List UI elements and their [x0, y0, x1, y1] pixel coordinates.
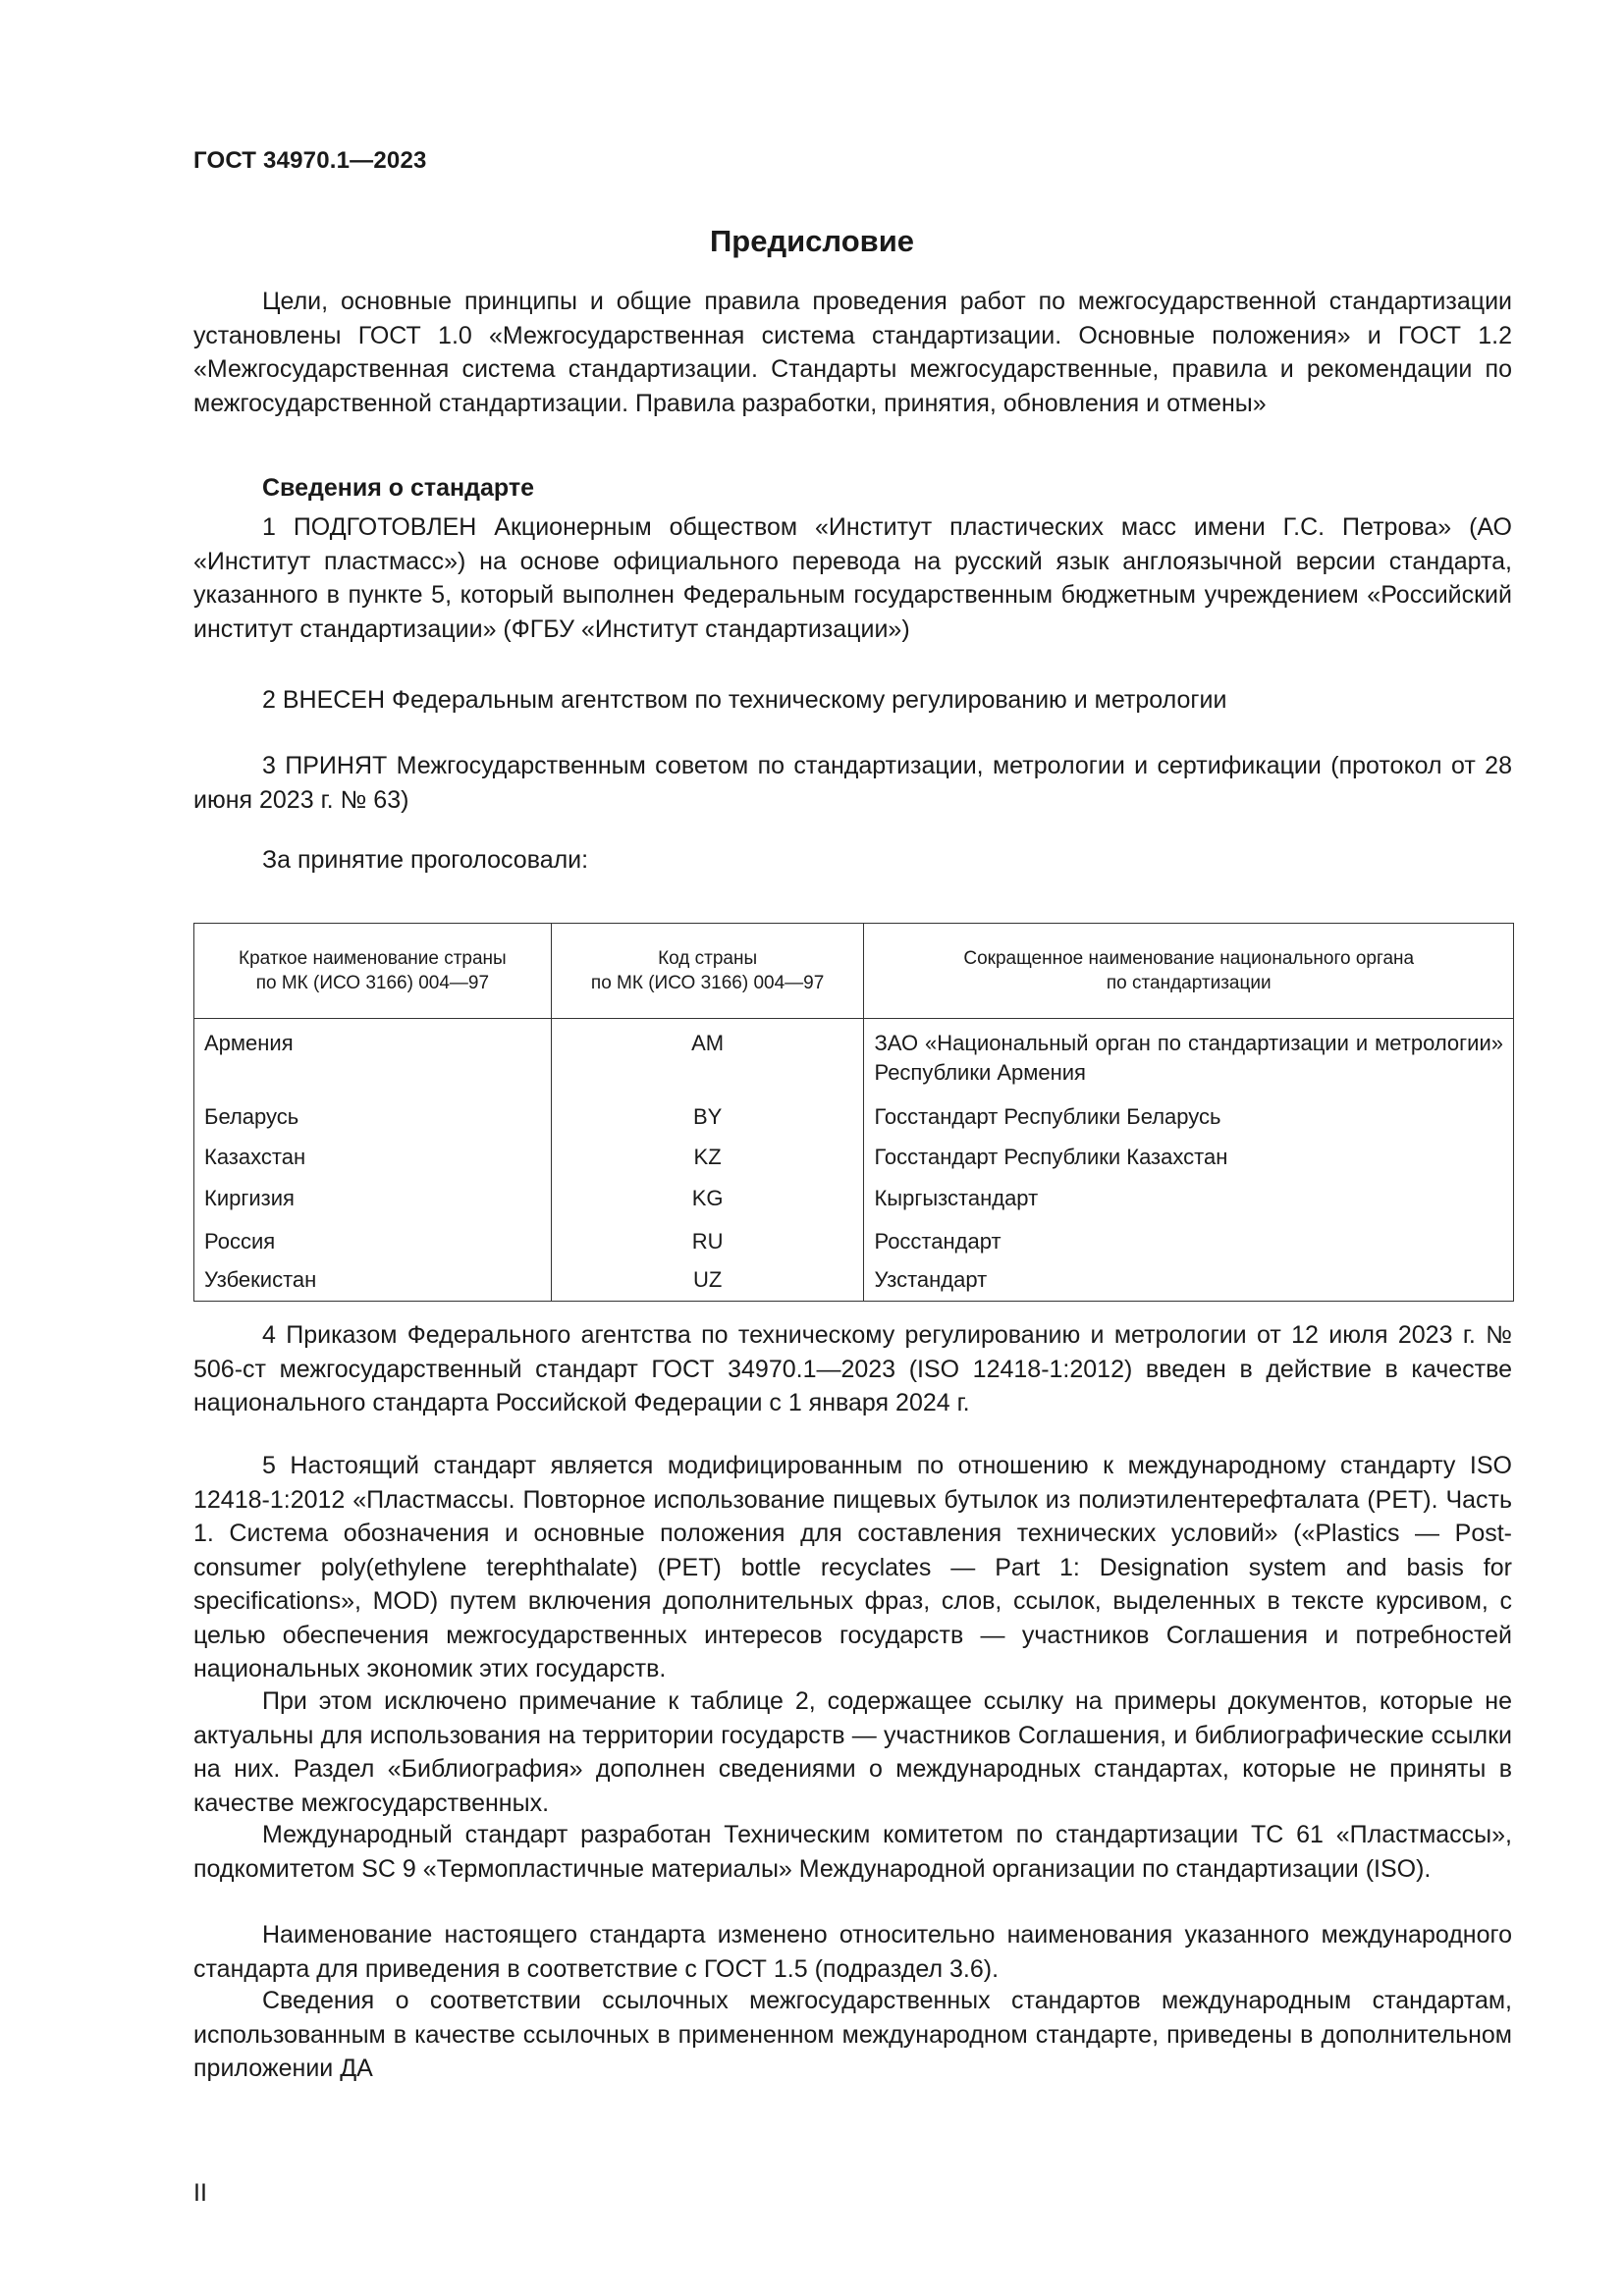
- item-3-paragraph: 3 ПРИНЯТ Межгосударственным советом по стандартизации, метрологии и сертификации (протокол от 28 июня 2023 г. № 63): [193, 752, 1512, 814]
- table-row: [194, 1220, 1514, 1263]
- org-cell: ЗАО «Национальный орган по стандартизации и метрологии» Республики Армения: [864, 1019, 1514, 1098]
- item-5-exclusion-paragraph: При этом исключено примечание к таблице 2, содержащее ссылку на примеры документов, которые не актуальны для использования на территории государств — участников Соглашения, и библиографические ссылки на них. Раздел «Библиография» дополнен сведениями о международных стандартах, которые не приняты в качестве межгосударственных.: [193, 1687, 1512, 1817]
- item-5-references-paragraph: Сведения о соответствии ссылочных межгосударственных стандартов международным стандартам, использованным в качестве ссылочных в примененном международном стандарте, приведены в дополнительном приложении ДА: [193, 1987, 1512, 2082]
- country-cell: Казахстан: [194, 1137, 552, 1177]
- page-number: II: [193, 2179, 207, 2207]
- table-row: [194, 1019, 1514, 1098]
- item-5-paragraph: 5 Настоящий стандарт является модифицированным по отношению к международному стандарту ISO 12418-1:2012 «Пластмассы. Повторное использование пищевых бутылок из полиэтилентерефталата (PET). Часть 1. Система обозначения и основные положения для составления технических условий» («Plastics — Post-consumer poly(ethylene terephthalate) (PET) bottle recyclates — Part 1: Designation system and basis for specifications», MOD) путем включения дополнительных фраз, слов, ссылок, выделенных в тексте курсивом, с целью обеспечения межгосударственных интересов государств — участников Соглашения и потребностей национальных экономик этих государств.: [193, 1452, 1512, 1682]
- org-cell: Госстандарт Республики Казахстан: [864, 1137, 1514, 1177]
- country-cell: Беларусь: [194, 1097, 552, 1137]
- code-cell: RU: [551, 1220, 864, 1263]
- code-cell: AM: [551, 1019, 864, 1098]
- item-5-title-change-paragraph: Наименование настоящего стандарта изменено относительно наименования указанного международного стандарта для приведения в соответствие с ГОСТ 1.5 (подраздел 3.6).: [193, 1921, 1512, 1983]
- code-cell: UZ: [551, 1263, 864, 1301]
- code-cell: KZ: [551, 1137, 864, 1177]
- org-cell: Узстандарт: [864, 1263, 1514, 1301]
- vote-intro: За принятие проголосовали:: [262, 846, 589, 874]
- org-cell: Госстандарт Республики Беларусь: [864, 1097, 1514, 1137]
- code-cell: BY: [551, 1097, 864, 1137]
- table-header-row: [194, 924, 1514, 1019]
- item-4-paragraph: 4 Приказом Федерального агентства по техническому регулированию и метрологии от 12 июля 2023 г. № 506-ст межгосударственный стандарт ГОСТ 34970.1—2023 (ISO 12418-1:2012) введен в действие в качестве национального стандарта Российской Федерации с 1 января 2024 г.: [193, 1321, 1512, 1416]
- header-country-code: Код страны по МК (ИСО 3166) 004—97: [551, 924, 864, 1019]
- voting-table: [193, 923, 1514, 1302]
- table-row: [194, 1177, 1514, 1220]
- country-cell: Россия: [194, 1220, 552, 1263]
- item-2-paragraph: 2 ВНЕСЕН Федеральным агентством по техническому регулированию и метрологии: [262, 686, 1227, 714]
- document-code: ГОСТ 34970.1—2023: [193, 147, 427, 174]
- item-1-paragraph: 1 ПОДГОТОВЛЕН Акционерным обществом «Институт пластических масс имени Г.С. Петрова» (АО «Институт пластмасс») на основе официального перевода на русский язык англоязычной версии стандарта, указанного в пункте 5, который выполнен Федеральным государственным бюджетным учреждением «Российский институт стандартизации» (ФГБУ «Институт стандартизации»): [193, 513, 1512, 643]
- org-cell: Кыргызстандарт: [864, 1177, 1514, 1220]
- info-heading: Сведения о стандарте: [262, 474, 535, 502]
- table-row: [194, 1137, 1514, 1177]
- org-cell: Росстандарт: [864, 1220, 1514, 1263]
- header-national-body: Сокращенное наименование национального органа по стандартизации: [864, 924, 1514, 1019]
- table-row: [194, 1263, 1514, 1301]
- header-country-name: Краткое наименование страны по МК (ИСО 3166) 004—97: [194, 924, 552, 1019]
- country-cell: Узбекистан: [194, 1263, 552, 1301]
- code-cell: KG: [551, 1177, 864, 1220]
- country-cell: Армения: [194, 1019, 552, 1098]
- country-cell: Киргизия: [194, 1177, 552, 1220]
- page-title: Предисловие: [709, 224, 914, 258]
- intro-paragraph: Цели, основные принципы и общие правила проведения работ по межгосударственной стандартизации установлены ГОСТ 1.0 «Межгосударственная система стандартизации. Основные положения» и ГОСТ 1.2 «Межгосударственная система стандартизации. Стандарты межгосударственные, правила и рекомендации по межгосударственной стандартизации. Правила разработки, принятия, обновления и отмены»: [193, 288, 1512, 417]
- item-5-committee-paragraph: Международный стандарт разработан Техническим комитетом по стандартизации TC 61 «Пластмассы», подкомитетом SC 9 «Термопластичные материалы» Международной организации по стандартизации (ISO).: [193, 1821, 1512, 1883]
- table-row: [194, 1097, 1514, 1137]
